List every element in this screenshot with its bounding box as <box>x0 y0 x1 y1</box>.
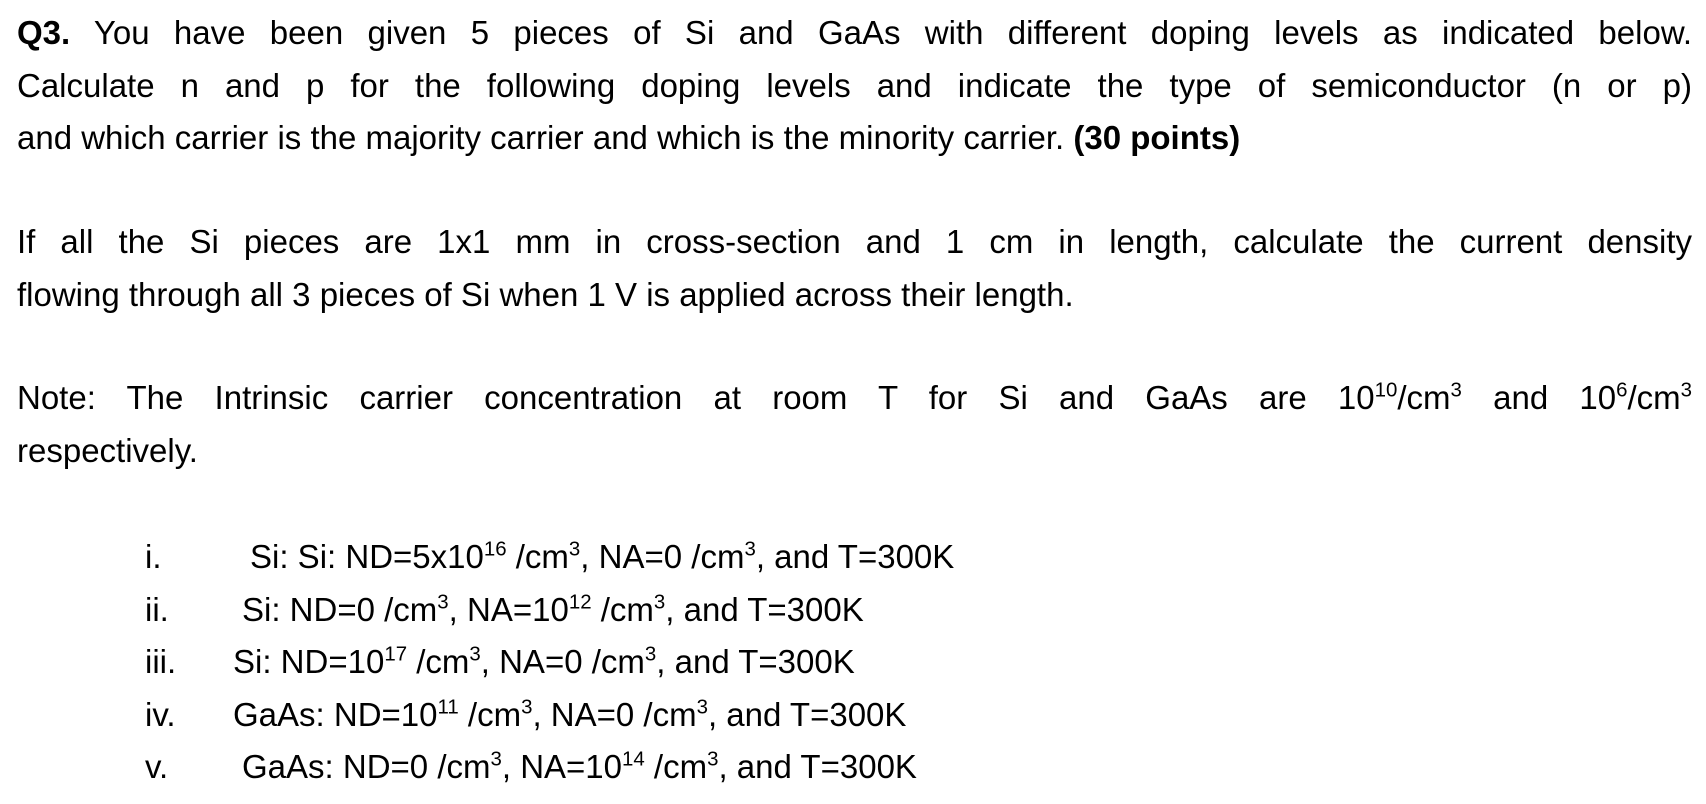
item-text-segment: , NA=0 /cm <box>580 538 745 575</box>
cube-superscript: 3 <box>1450 378 1462 402</box>
item-text-segment: /cm <box>407 643 470 680</box>
item-superscript: 3 <box>696 694 708 718</box>
item-text-segment: /cm <box>458 695 522 733</box>
list-item-text <box>250 531 954 584</box>
item-superscript: 3 <box>437 589 449 613</box>
list-marker: iv. <box>145 695 176 733</box>
item-text-segment: /cm <box>506 538 569 575</box>
note-text-3: and 10 <box>1461 379 1617 416</box>
item-text-segment: , NA=0 /cm <box>532 695 697 733</box>
item-superscript: 3 <box>653 589 666 613</box>
item-superscript: 3 <box>469 642 481 666</box>
note-text-1: Note: The Intrinsic carrier concentration at room T for Si and GaAs are 10 <box>17 379 1375 416</box>
note-line-1 <box>17 372 1692 425</box>
item-text-segment: GaAs: ND=10 <box>233 695 438 733</box>
item-text-segment: , and T=300K <box>755 538 955 575</box>
current-line-2: flowing through all 3 pieces of Si when 1 V is applied across their length. <box>17 275 1074 313</box>
gaas-exponent: 6 <box>1616 378 1628 402</box>
question-paragraph <box>17 7 1692 165</box>
item-superscript: 3 <box>644 642 657 666</box>
item-text-segment: /cm <box>644 748 708 785</box>
list-item <box>0 531 1706 584</box>
note-text-2: /cm <box>1397 379 1451 416</box>
list-marker: iii. <box>145 643 177 680</box>
item-text-segment: GaAs: ND=0 /cm <box>242 748 491 785</box>
list-item-text <box>242 741 917 794</box>
list-item <box>0 584 1706 637</box>
item-text-segment: /cm <box>591 590 654 628</box>
note-text-4: /cm <box>1627 379 1681 416</box>
item-superscript: 3 <box>744 537 756 561</box>
doping-list <box>0 531 1706 794</box>
question-text-3: and which carrier is the majority carrier and which is the minority carrier. <box>17 119 1074 156</box>
item-superscript: 11 <box>437 694 459 718</box>
current-line-1: If all the Si pieces are 1x1 mm in cross-section and 1 cm in length, calculate the current density <box>17 223 1692 260</box>
note-line-2: respectively. <box>17 431 198 469</box>
item-superscript: 3 <box>568 537 581 561</box>
item-superscript: 17 <box>384 642 408 666</box>
current-density-paragraph <box>17 216 1692 321</box>
item-text-segment: , NA=0 /cm <box>480 643 645 680</box>
question-line-3 <box>17 112 1692 165</box>
item-text-segment: , and T=300K <box>656 643 855 680</box>
item-text-segment: , NA=10 <box>501 748 623 785</box>
item-text-segment: , and T=300K <box>718 748 917 785</box>
list-item-text <box>233 636 855 689</box>
list-item-text <box>233 689 906 742</box>
item-text-segment: Si: ND=0 /cm <box>242 590 438 628</box>
item-text-segment: , and T=300K <box>665 590 864 628</box>
list-marker: i. <box>145 538 162 575</box>
item-superscript: 3 <box>707 747 719 771</box>
list-item <box>0 689 1706 742</box>
list-item-text <box>242 584 864 637</box>
note-paragraph <box>17 372 1692 477</box>
item-superscript: 3 <box>490 747 502 771</box>
question-line-1 <box>17 7 1692 60</box>
item-text-segment: Si: ND=10 <box>233 643 385 680</box>
list-marker: ii. <box>145 590 169 628</box>
list-item <box>0 636 1706 689</box>
item-superscript: 14 <box>622 747 645 771</box>
item-text-segment: , and T=300K <box>707 695 907 733</box>
item-text-segment: Si: Si: ND=5x10 <box>250 538 484 575</box>
cube-superscript: 3 <box>1680 378 1692 402</box>
item-superscript: 3 <box>521 694 533 718</box>
item-text-segment: , NA=10 <box>448 590 569 628</box>
question-points: (30 points) <box>1073 119 1241 156</box>
question-line-2: Calculate n and p for the following doping levels and indicate the type of semiconductor (n or p) <box>17 66 1692 104</box>
item-superscript: 16 <box>483 537 507 561</box>
question-label: Q3. <box>17 14 71 51</box>
si-exponent: 10 <box>1374 378 1398 402</box>
item-superscript: 12 <box>568 589 592 613</box>
list-marker: v. <box>145 748 169 785</box>
question-text-1: You have been given 5 pieces of Si and GaAs with different doping levels as indicated below. <box>70 14 1692 51</box>
list-item <box>0 741 1706 794</box>
